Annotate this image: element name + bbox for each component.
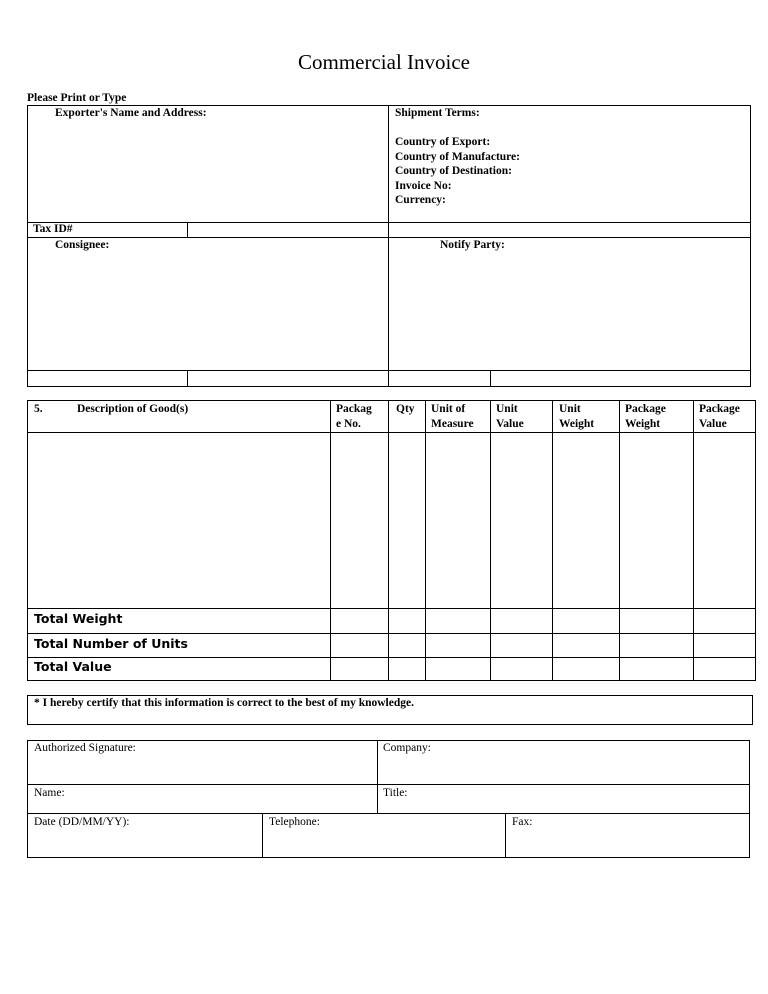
country-of-export-label: Country of Export:	[395, 136, 491, 148]
bottom-row-divider-2	[490, 370, 491, 387]
signature-line-2	[27, 813, 750, 814]
notify-party-label: Notify Party:	[440, 239, 505, 251]
telephone-divider	[505, 813, 506, 858]
country-of-manufacture-label: Country of Manufacture:	[395, 150, 520, 163]
description-header: Description of Good(s)	[77, 403, 189, 415]
taxid-bottom-line	[27, 237, 751, 238]
total-units-label: Total Number of Units	[34, 636, 188, 651]
parties-divider	[388, 105, 389, 387]
company-field[interactable]: Company:	[383, 742, 431, 754]
col-divider	[330, 400, 331, 681]
unit-of-measure-header: Unit of Measure	[431, 403, 474, 430]
signature-line-1	[27, 784, 750, 785]
invoice-no-label: Invoice No:	[395, 179, 452, 192]
total-value-label: Total Value	[34, 659, 112, 674]
col-divider	[693, 400, 694, 681]
date-field[interactable]: Date (DD/MM/YY):	[34, 816, 130, 828]
parties-section	[27, 105, 751, 387]
totals-line-2	[27, 633, 756, 634]
certification-text: * I hereby certify that this information is correct to the best of my knowledge.	[34, 697, 414, 709]
section-number: 5.	[34, 403, 43, 415]
authorized-signature-field[interactable]: Authorized Signature:	[34, 742, 136, 754]
fax-field[interactable]: Fax:	[512, 816, 533, 828]
package-weight-header: Package Weight	[625, 403, 666, 430]
consignee-bottom-line	[27, 370, 751, 371]
date-divider	[262, 813, 263, 858]
print-instruction: Please Print or Type	[27, 92, 127, 104]
goods-header-line	[27, 432, 756, 433]
totals-top-line	[27, 608, 756, 609]
currency-label: Currency:	[395, 194, 446, 206]
title-field[interactable]: Title:	[383, 787, 408, 799]
col-divider	[490, 400, 491, 681]
shipment-fields	[395, 135, 520, 208]
consignee-label: Consignee:	[55, 239, 110, 251]
unit-value-header: Unit Value	[496, 403, 524, 430]
shipment-terms-label: Shipment Terms:	[395, 107, 480, 119]
totals-line-3	[27, 657, 756, 658]
signature-divider	[377, 740, 378, 813]
unit-weight-header: Unit Weight	[559, 403, 595, 430]
package-no-header: Packag e No.	[336, 403, 372, 430]
total-weight-label: Total Weight	[34, 611, 123, 626]
name-field[interactable]: Name:	[34, 787, 65, 799]
col-divider	[552, 400, 553, 681]
taxid-divider	[187, 222, 188, 237]
document-title: Commercial Invoice	[297, 50, 471, 74]
exporter-bottom-line	[27, 222, 751, 223]
telephone-field[interactable]: Telephone:	[269, 816, 320, 828]
country-of-destination-label: Country of Destination:	[395, 165, 512, 177]
bottom-row-divider-1	[187, 370, 188, 387]
tax-id-label: Tax ID#	[33, 223, 73, 235]
qty-header: Qty	[396, 403, 415, 415]
exporter-label: Exporter's Name and Address:	[55, 107, 207, 119]
col-divider	[619, 400, 620, 681]
col-divider	[388, 400, 389, 681]
package-value-header: Package Value	[699, 403, 740, 430]
col-divider	[425, 400, 426, 681]
